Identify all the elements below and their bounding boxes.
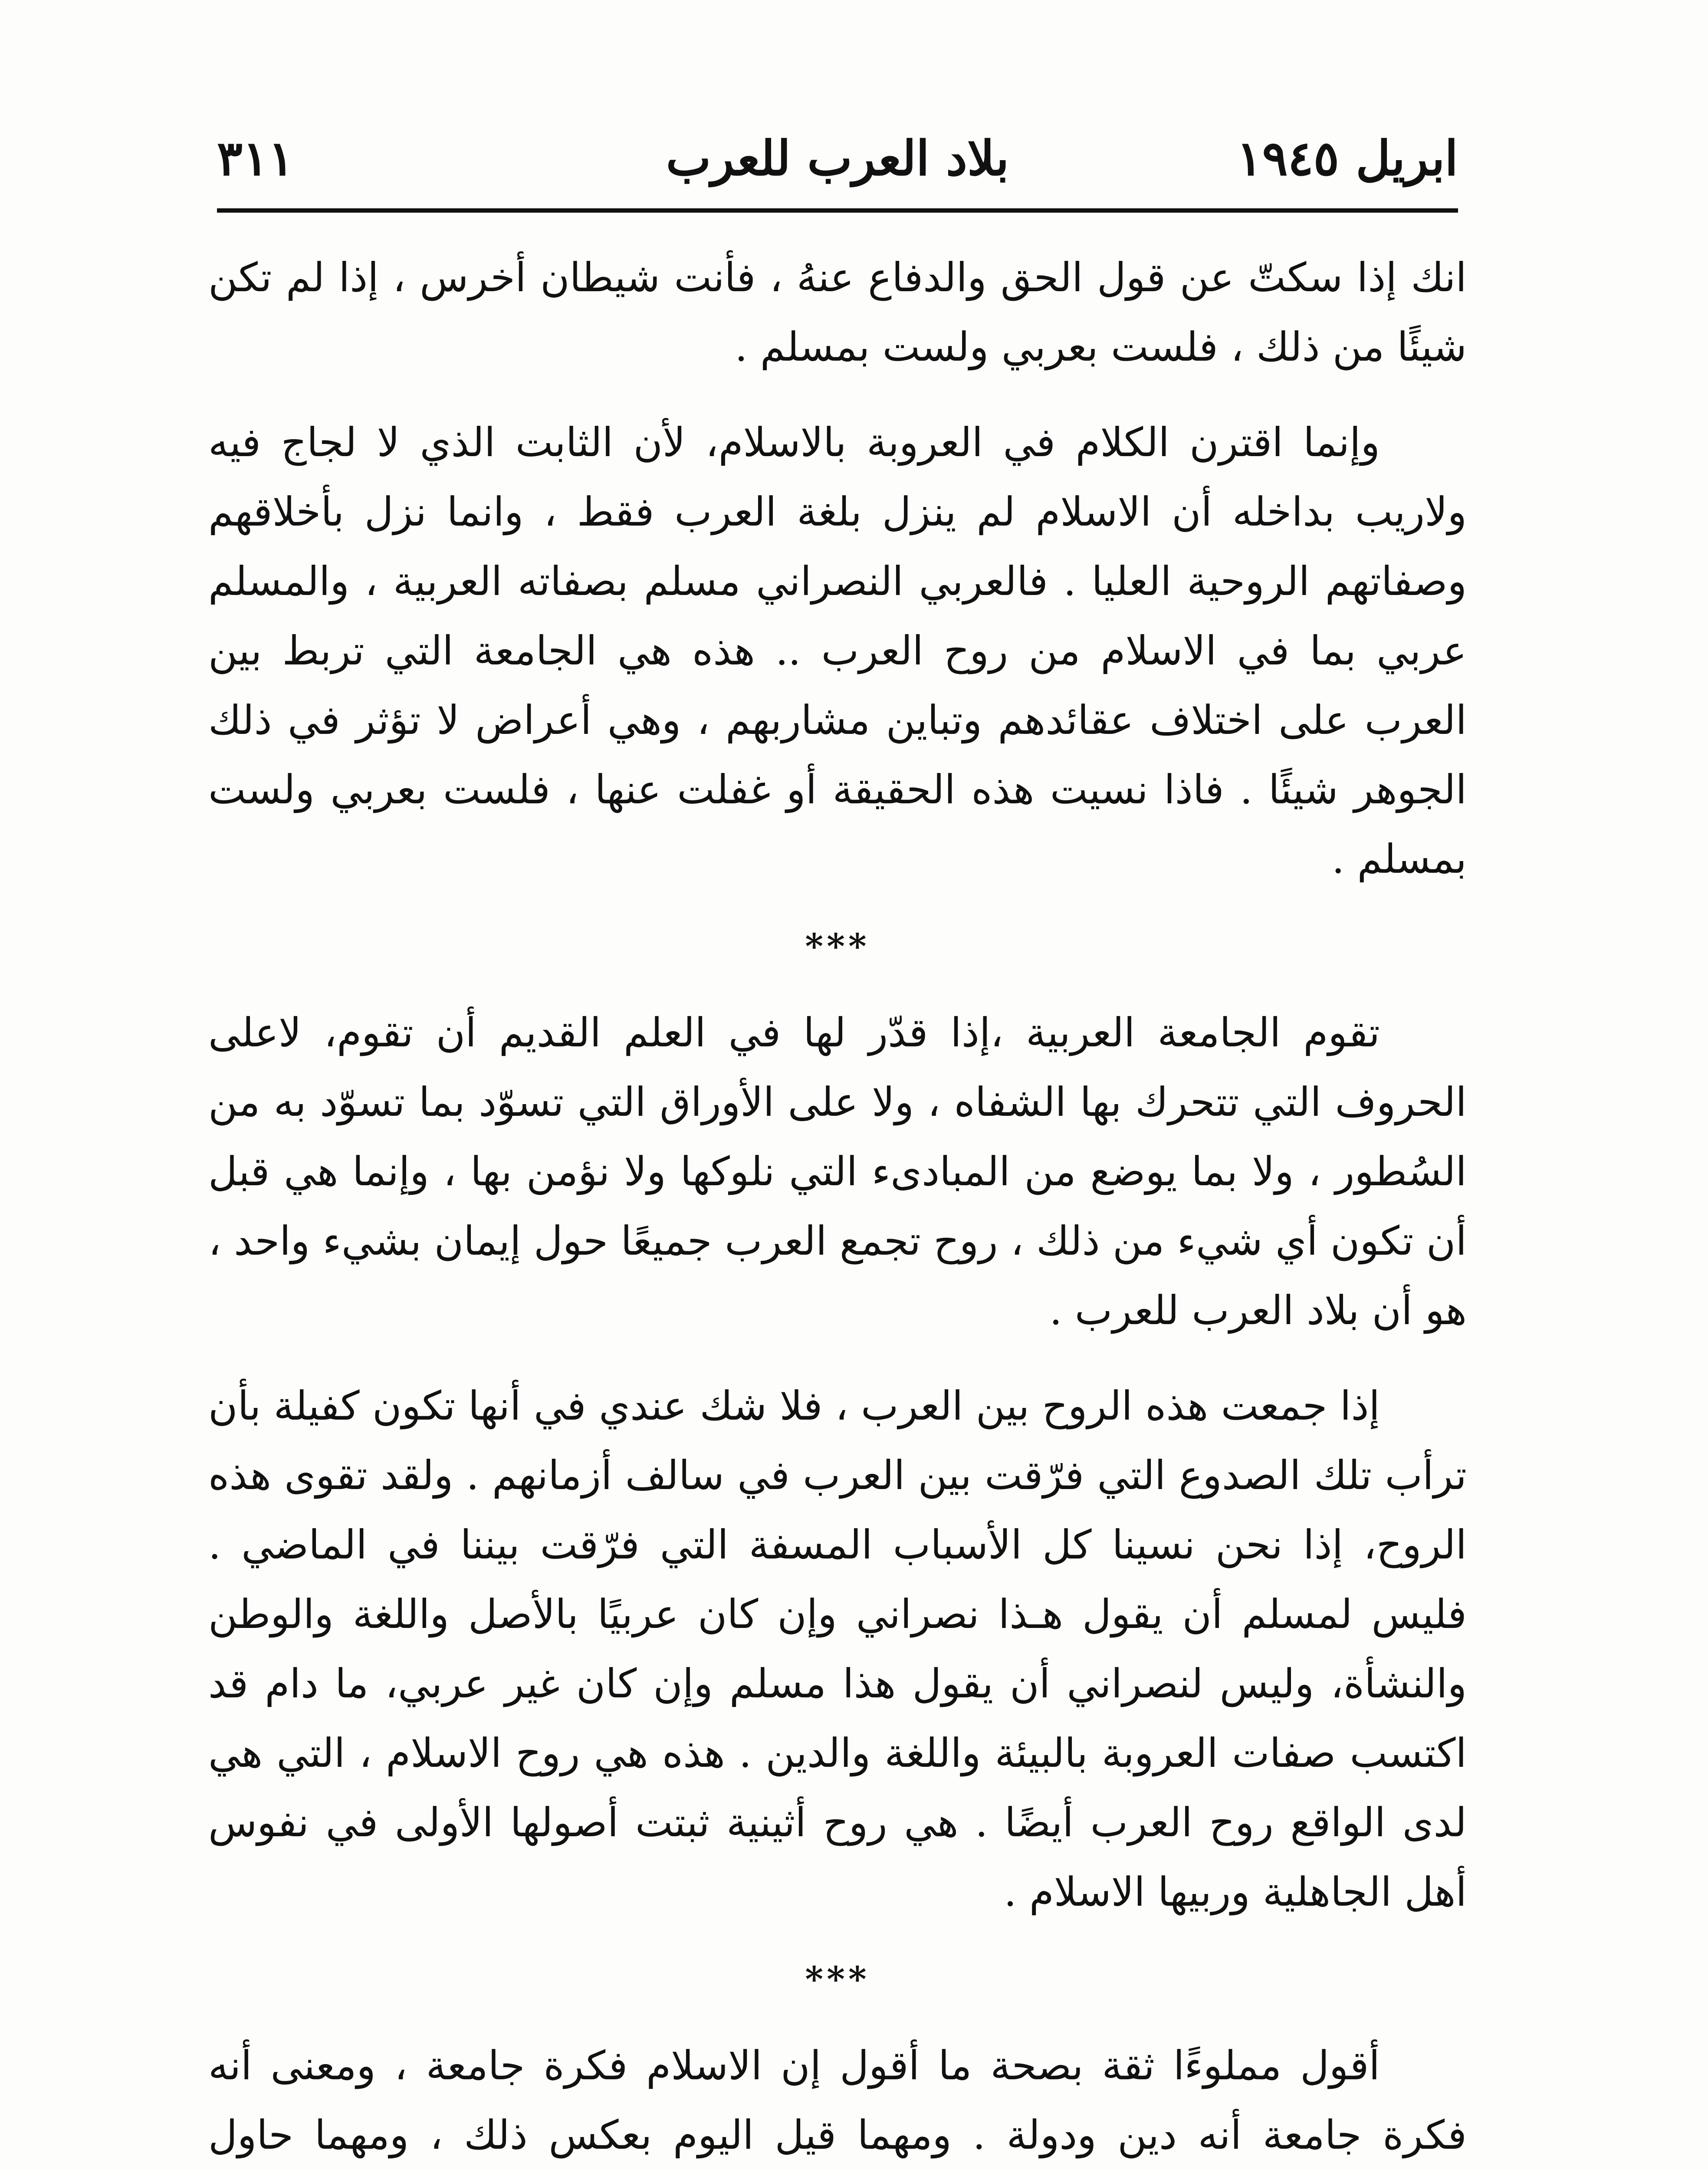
section-separator: ***	[805, 1959, 870, 1999]
article-body	[208, 243, 1467, 2170]
paragraph: أقول مملوءًا ثقة بصحة ما أقول إن الاسلام فكرة جامعة ، ومعنى أنه فكرة جامعة أنه دين ودولة . ومهما قيل اليوم بعكس ذلك ، ومهما حاول	[208, 2042, 1467, 2158]
header-date: ابريل ١٩٤٥	[1236, 130, 1458, 186]
header-title: بلاد العرب للعرب	[666, 130, 1009, 186]
page-number: ٣١١	[217, 130, 294, 186]
paragraph: تقوم الجامعة العربية ،إذا قدّر لها في العلم القديم أن تقوم، لاعلى الحروف التي تتحرك بها الشفاه ، ولا على الأوراق التي تسوّد بما تسوّد به من السُطور ، ولا بما يوضع من المبادىء التي نلوكها ولا نؤمن بها ، وإنما هي قبل أن تكون أي شيء من ذلك ، روح تجمع العرب جميعًا حول إيمان بشيء واحد ، هو أن بلاد العرب للعرب .	[208, 1009, 1467, 1334]
paragraph: وإنما اقترن الكلام في العروبة بالاسلام، لأن الثابت الذي لا لجاج فيه ولاريب بداخله أن الاسلام لم ينزل بلغة العرب فقط ، وانما نزل بأخلاقهم وصفاتهم الروحية العليا . فالعربي النصراني مسلم بصفاته العربية ، والمسلم عربي بما في الاسلام من روح العرب .. هذه هي الجامعة التي تربط بين العرب على اختلاف عقائدهم وتباين مشاربهم ، وهي أعراض لا تؤثر في ذلك الجوهر شيئًا . فاذا نسيت هذه الحقيقة أو غفلت عنها ، فلست بعربي ولست بمسلم .	[208, 419, 1467, 882]
paragraph: إذا جمعت هذه الروح بين العرب ، فلا شك عندي في أنها تكون كفيلة بأن ترأب تلك الصدوع التي فرّقت بين العرب في سالف أزمانهم . ولقد تقوى هذه الروح، إذا نحن نسينا كل الأسباب المسفة التي فرّقت بيننا في الماضي . فليس لمسلم أن يقول هـذا نصراني وإن كان عربيًا بالأصل واللغة والوطن والنشأة، وليس لنصراني أن يقول هذا مسلم وإن كان غير عربي، ما دام قد اكتسب صفات العروبة بالبيئة واللغة والدين . هذه هي روح الاسلام ، التي هي لدى الواقع روح العرب أيضًا . هي روح أثينية ثبتت أصولها الأولى في نفوس أهل الجاهلية وربيها الاسلام .	[208, 1383, 1467, 1915]
page-header	[217, 130, 1458, 200]
header-rule	[217, 208, 1458, 213]
paragraph: انك إذا سكتّ عن قول الحق والدفاع عنهُ ، فأنت شيطان أخرس ، إذا لم تكن شيئًا من ذلك ، فلست بعربي ولست بمسلم .	[208, 254, 1467, 370]
section-separator: ***	[805, 926, 870, 967]
